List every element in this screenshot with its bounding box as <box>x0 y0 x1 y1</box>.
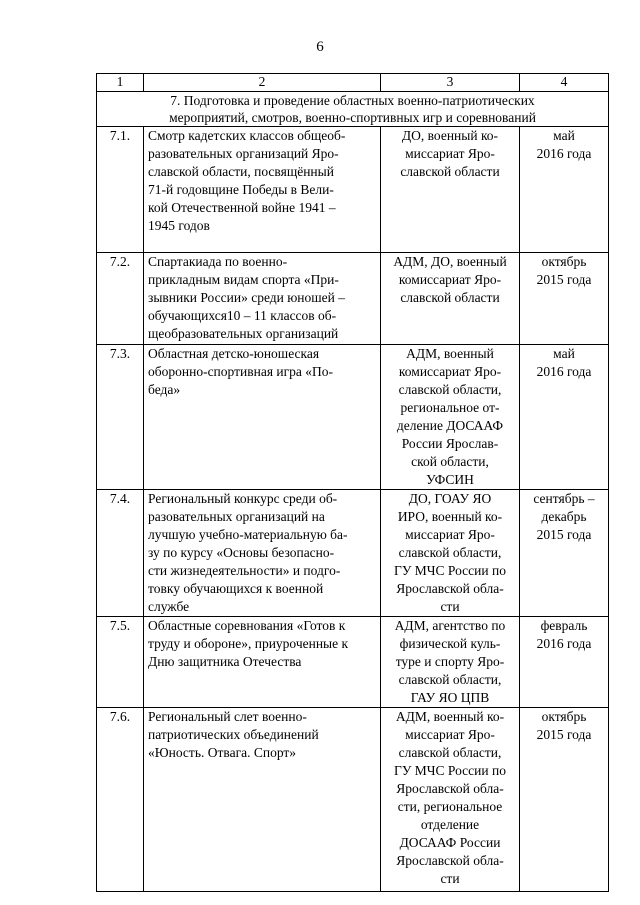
date-line: 2016 года <box>536 146 592 161</box>
organizers <box>381 490 520 617</box>
event-line: Дню защитника Отечества <box>148 654 302 669</box>
organizers <box>381 127 520 253</box>
item-number: 7.6. <box>97 708 144 892</box>
event-line: Областная детско-юношеская <box>148 346 320 361</box>
column-number-1: 1 <box>97 74 144 92</box>
event-date <box>520 490 609 617</box>
event-name <box>144 127 381 253</box>
organizer-line: региональное от- <box>400 400 500 415</box>
event-line: прикладным видам спорта «При- <box>148 272 339 287</box>
organizer-line: ДО, военный ко- <box>401 128 499 143</box>
organizer-line: АДМ, военный ко- <box>395 709 505 724</box>
date-line: май <box>553 346 575 361</box>
table-row <box>97 253 609 345</box>
event-line: разовательных организаций Яро- <box>148 146 339 161</box>
date-line: май <box>553 128 575 143</box>
event-name <box>144 253 381 345</box>
event-date <box>520 127 609 253</box>
event-line: товку обучающихся к военной <box>148 581 324 596</box>
date-line: октябрь <box>541 254 587 269</box>
organizer-line: славской области, <box>398 545 502 560</box>
page-number: 6 <box>316 39 324 55</box>
event-line: обучающихся10 – 11 классов об- <box>148 308 337 323</box>
organizer-line: отделение <box>420 817 480 832</box>
event-line: патриотических объединений <box>148 727 319 742</box>
date-line: 2015 года <box>536 272 592 287</box>
event-line: сти жизнедеятельности» и подго- <box>148 563 341 578</box>
organizer-line: физической куль- <box>399 636 501 651</box>
organizer-line: ской области, <box>411 454 489 469</box>
table-row <box>97 708 609 892</box>
event-line: лучшую учебно-материальную ба- <box>148 527 348 542</box>
organizer-line: ГАУ ЯО ЦПВ <box>410 690 490 705</box>
event-line: беда» <box>148 382 181 397</box>
date-line: 2016 года <box>536 364 592 379</box>
organizer-line: ГУ МЧС России по <box>394 563 506 578</box>
section-heading-line: 7. Подготовка и проведение областных военно-патриотических <box>170 93 535 108</box>
event-line: «Юность. Отвага. Спорт» <box>148 745 297 760</box>
section-heading <box>97 92 609 127</box>
event-line: Региональный конкурс среди об- <box>148 491 338 506</box>
organizer-line: деление ДОСААФ <box>396 418 504 433</box>
date-line: декабрь <box>541 509 587 524</box>
organizer-line: туре и спорту Яро- <box>395 654 505 669</box>
event-line: труду и обороне», приуроченные к <box>148 636 349 651</box>
organizer-line: ИРО, военный ко- <box>397 509 503 524</box>
organizer-line: Ярославской обла- <box>396 781 504 796</box>
organizers <box>381 617 520 708</box>
organizer-line: славской области, <box>398 745 502 760</box>
date-line: 2015 года <box>536 727 592 742</box>
section-row <box>97 92 609 127</box>
event-line: 71-й годовщине Победы в Вели- <box>148 182 334 197</box>
organizer-line: сти <box>440 871 460 886</box>
organizers <box>381 345 520 490</box>
item-number: 7.1. <box>97 127 144 253</box>
item-number: 7.4. <box>97 490 144 617</box>
event-line: разовательных организаций на <box>148 509 325 524</box>
table-row <box>97 617 609 708</box>
event-line: зывники России» среди юношей – <box>148 290 346 305</box>
organizer-line: ДОСААФ России <box>399 835 501 850</box>
organizers <box>381 708 520 892</box>
event-line: оборонно-спортивная игра «По- <box>148 364 334 379</box>
column-number-3: 3 <box>381 74 520 92</box>
table-row <box>97 127 609 253</box>
organizer-line: славской области, <box>398 382 502 397</box>
event-line: Смотр кадетских классов общеоб- <box>148 128 346 143</box>
organizer-line: Ярославской обла- <box>396 581 504 596</box>
organizer-line: комиссариат Яро- <box>398 364 502 379</box>
column-number-4: 4 <box>520 74 609 92</box>
organizer-line: миссариат Яро- <box>405 146 495 161</box>
organizer-line: ДО, ГОАУ ЯО <box>408 491 492 506</box>
organizer-line: АДМ, агентство по <box>394 618 506 633</box>
event-line: кой Отечественной войне 1941 – <box>148 200 336 215</box>
organizer-line: Ярославской обла- <box>396 853 504 868</box>
organizer-line: славской области, <box>398 672 502 687</box>
event-line: службе <box>148 599 190 614</box>
organizer-line: славской области <box>400 290 500 305</box>
events-table <box>96 73 609 892</box>
section-heading-line: мероприятий, смотров, военно-спортивных игр и соревнований <box>169 110 536 125</box>
organizer-line: миссариат Яро- <box>405 527 495 542</box>
item-number: 7.3. <box>97 345 144 490</box>
table-row <box>97 345 609 490</box>
event-name <box>144 617 381 708</box>
item-number: 7.2. <box>97 253 144 345</box>
organizer-line: славской области <box>400 164 500 179</box>
event-line: Региональный слет военно- <box>148 709 307 724</box>
item-number: 7.5. <box>97 617 144 708</box>
event-line: Областные соревнования «Готов к <box>148 618 346 633</box>
event-date <box>520 253 609 345</box>
organizer-line: ГУ МЧС России по <box>394 763 506 778</box>
organizer-line: комиссариат Яро- <box>398 272 502 287</box>
date-line: 2015 года <box>536 527 592 542</box>
organizer-line: сти, региональное <box>397 799 503 814</box>
column-number-row <box>97 74 609 92</box>
event-line: щеобразовательных организаций <box>148 326 339 341</box>
date-line: сентябрь – <box>533 491 595 506</box>
event-date <box>520 708 609 892</box>
organizer-line: сти <box>440 599 460 614</box>
date-line: 2016 года <box>536 636 592 651</box>
date-line: февраль <box>540 618 588 633</box>
organizers <box>381 253 520 345</box>
event-name <box>144 345 381 490</box>
event-name <box>144 708 381 892</box>
organizer-line: России Ярослав- <box>401 436 499 451</box>
date-line: октябрь <box>541 709 587 724</box>
organizer-line: АДМ, военный <box>406 346 494 361</box>
organizer-line: АДМ, ДО, военный <box>393 254 507 269</box>
column-number-2: 2 <box>144 74 381 92</box>
table-row <box>97 490 609 617</box>
event-line: славской области, посвящённый <box>148 164 334 179</box>
event-line: Спартакиада по военно- <box>148 254 288 269</box>
event-line: зу по курсу «Основы безопасно- <box>148 545 335 560</box>
event-date <box>520 617 609 708</box>
organizer-line: УФСИН <box>426 472 474 487</box>
event-line: 1945 годов <box>148 218 210 233</box>
event-date <box>520 345 609 490</box>
event-name <box>144 490 381 617</box>
organizer-line: миссариат Яро- <box>405 727 495 742</box>
